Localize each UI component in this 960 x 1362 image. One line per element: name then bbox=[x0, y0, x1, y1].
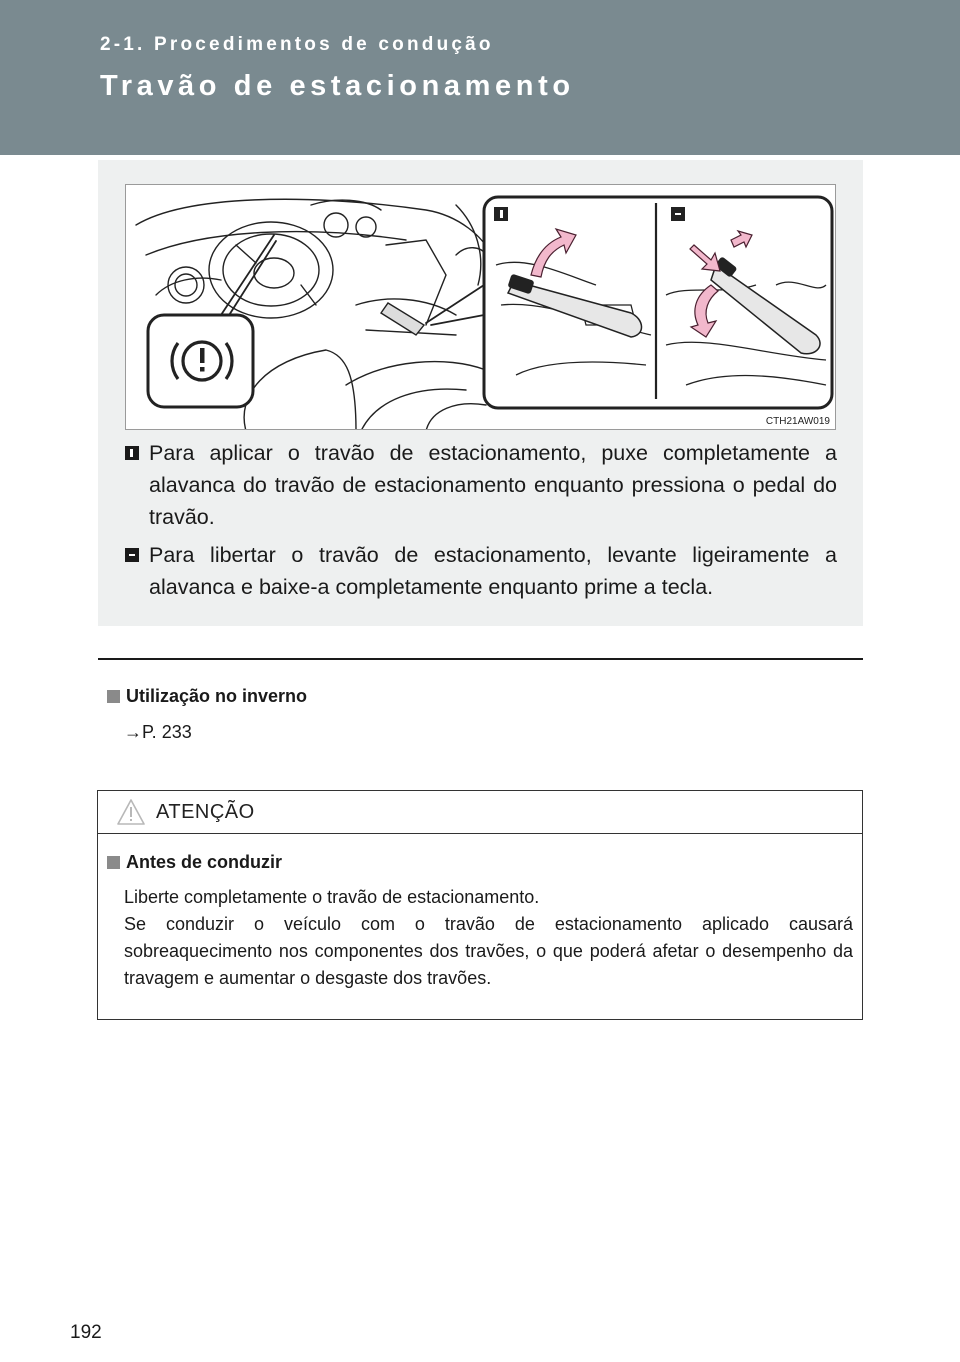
square-bullet-icon bbox=[107, 856, 120, 869]
parking-brake-illustration bbox=[125, 184, 836, 430]
warning-triangle-icon bbox=[116, 798, 146, 826]
page-number: 192 bbox=[70, 1322, 102, 1343]
step-2 bbox=[125, 539, 837, 603]
warning-subheading-text: Antes de conduzir bbox=[126, 852, 283, 872]
step-2-text: Para libertar o travão de estacionamento, levante ligeiramente a alavanca e baixe-a completamente enquanto prime a tecla. bbox=[149, 543, 837, 599]
warning-subheading bbox=[107, 852, 282, 873]
step-2-number-badge bbox=[125, 548, 139, 562]
page-title: Travão de estacionamento bbox=[100, 70, 575, 102]
winter-page-reference: →P. 233 bbox=[124, 722, 192, 742]
warning-body bbox=[124, 884, 853, 992]
step-1 bbox=[125, 437, 837, 533]
square-bullet-icon bbox=[107, 690, 120, 703]
figure-code: CTH21AW019 bbox=[765, 416, 830, 427]
warning-body-line-1: Liberte completamente o travão de estacionamento. bbox=[124, 887, 540, 907]
warning-box bbox=[97, 790, 863, 1020]
warning-header bbox=[98, 791, 862, 834]
section-divider bbox=[98, 658, 863, 660]
parking-brake-warning-icon bbox=[148, 315, 253, 407]
step-1-text: Para aplicar o travão de estacionamento, puxe completamente a alavanca do travão de estacionamento enquanto pressiona o pedal do travão. bbox=[149, 441, 837, 529]
winter-heading bbox=[107, 686, 307, 707]
winter-heading-text: Utilização no inverno bbox=[126, 686, 308, 706]
section-label: 2-1. Procedimentos de condução bbox=[100, 34, 494, 55]
step-1-number-badge bbox=[125, 446, 139, 460]
header-bar bbox=[0, 0, 960, 155]
warning-body-line-2: Se conduzir o veículo com o travão de estacionamento aplicado causará sobreaquecimento nos componentes dos travões, o que poderá afetar o desempenho da travagem e aumentar o desgaste dos travões. bbox=[124, 914, 853, 988]
warning-title: ATENÇÃO bbox=[156, 801, 255, 823]
